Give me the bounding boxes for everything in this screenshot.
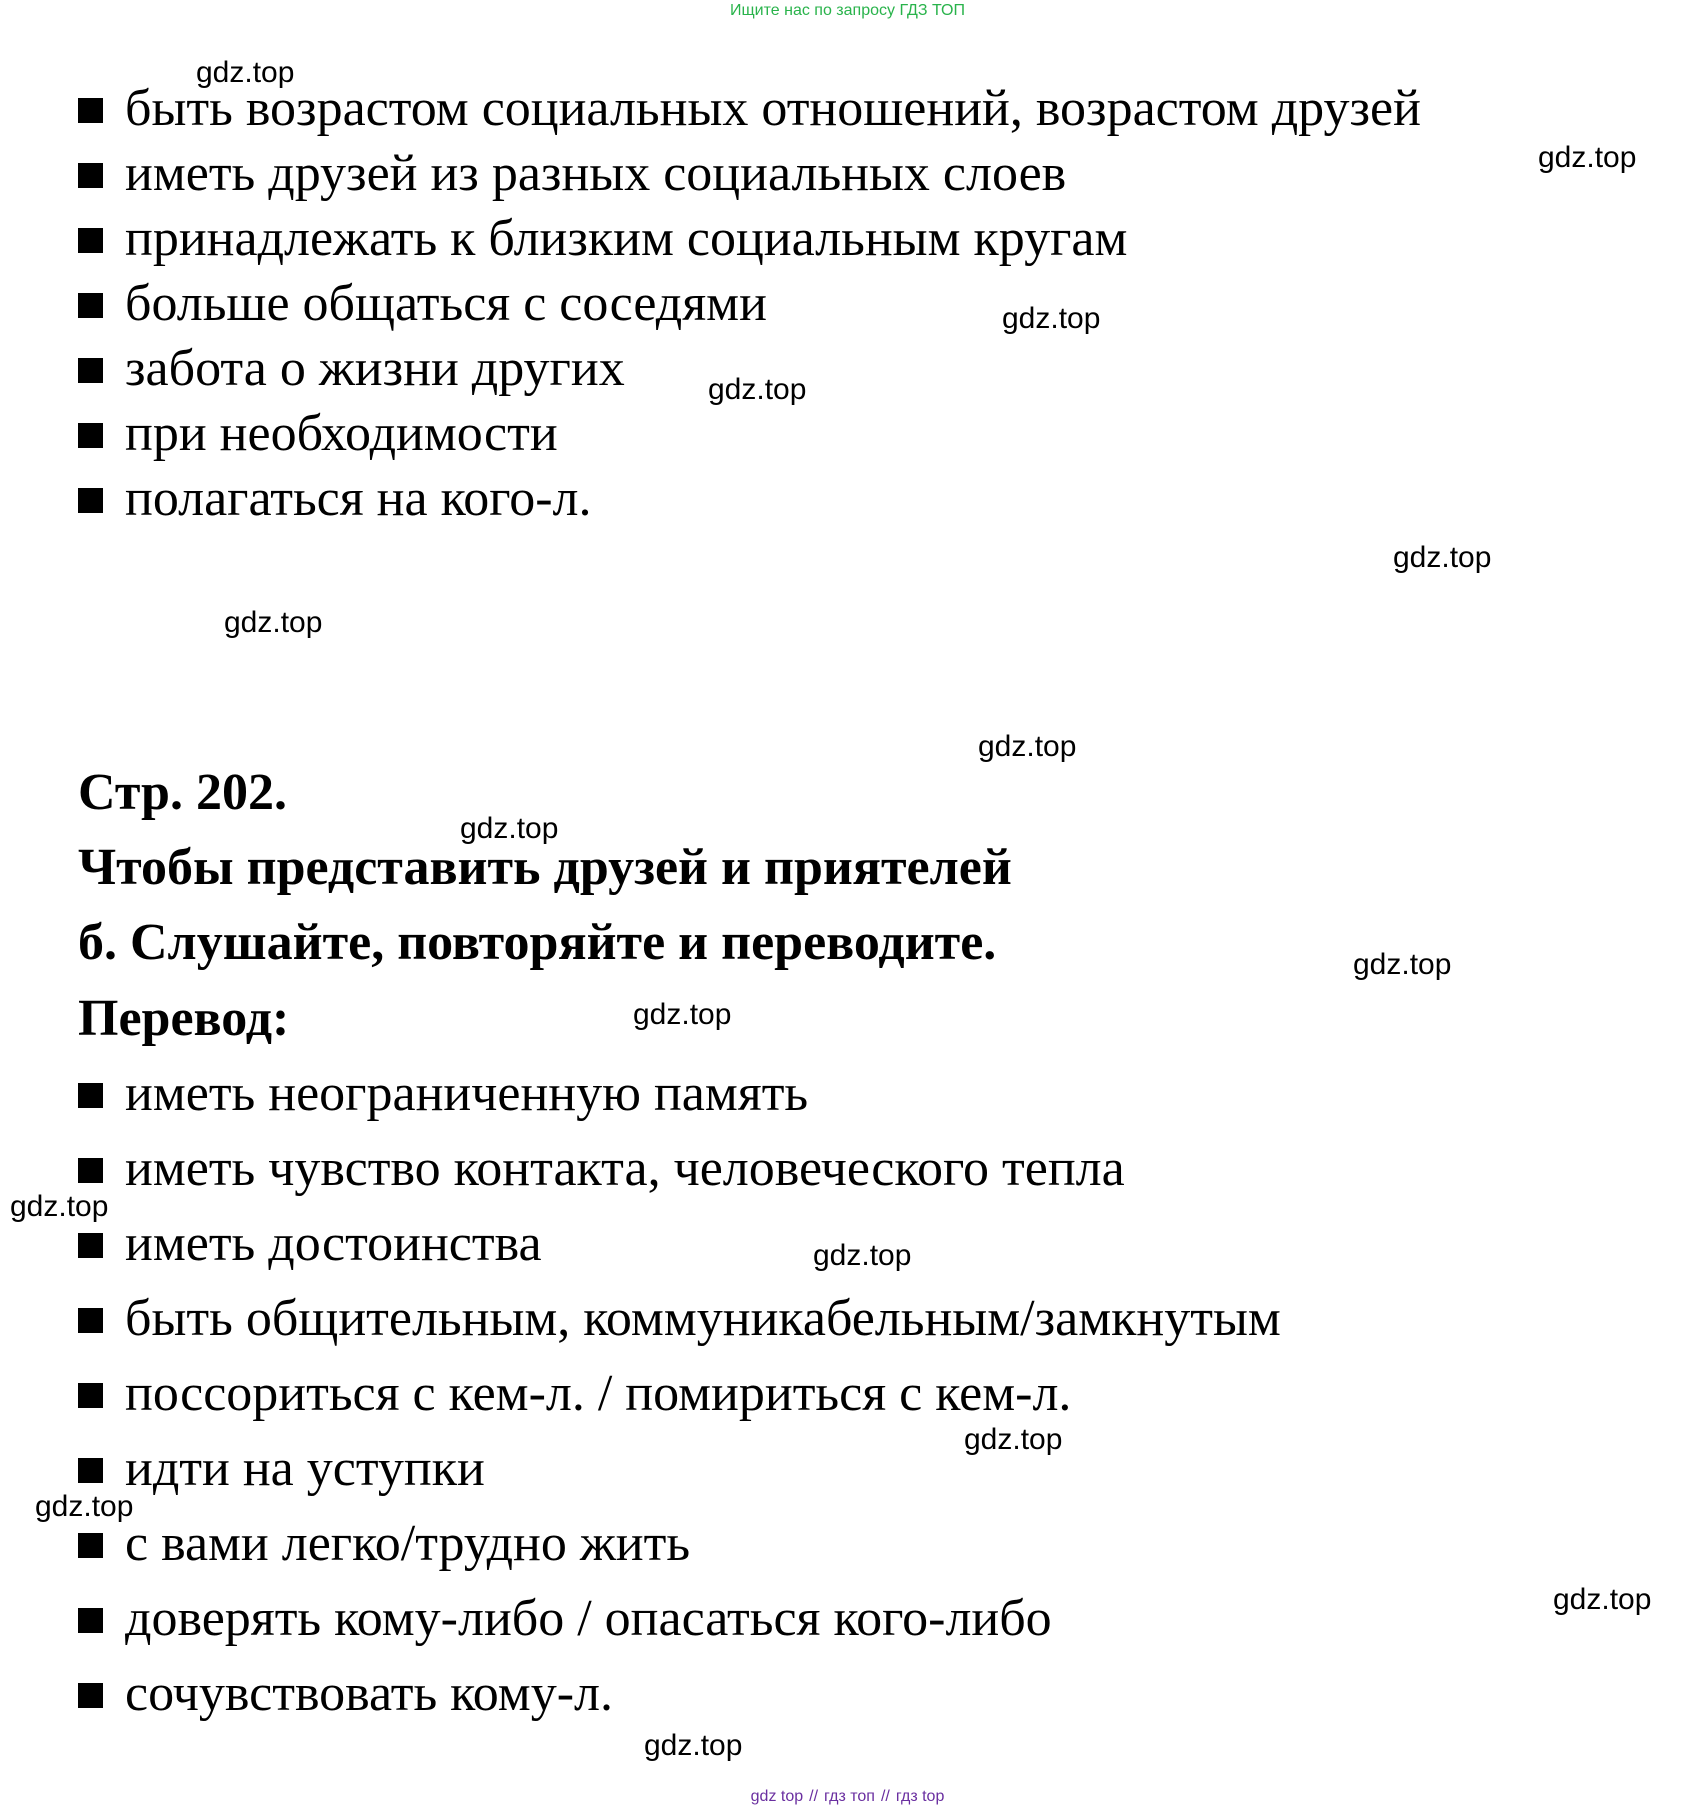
list-item: быть возрастом социальных отношений, возрастом друзей	[78, 83, 1421, 135]
bullet-icon	[78, 1458, 103, 1483]
list-item: иметь достоинства	[78, 1218, 542, 1270]
bullet-icon	[78, 1308, 103, 1333]
watermark: gdz.top	[633, 998, 732, 1031]
watermark: gdz.top	[1538, 141, 1637, 174]
watermark: gdz.top	[1553, 1583, 1652, 1616]
bullet-icon	[78, 1608, 103, 1633]
translation-label: Перевод:	[78, 990, 290, 1047]
bullet-icon	[78, 423, 103, 448]
bottom-banner-part[interactable]: gdz top	[750, 1788, 804, 1805]
watermark: gdz.top	[1353, 948, 1452, 981]
watermark: gdz.top	[1002, 302, 1101, 335]
bullet-icon	[78, 98, 103, 123]
watermark: gdz.top	[964, 1423, 1063, 1456]
list-item: поссориться с кем-л. / помириться с кем-л.	[78, 1368, 1071, 1420]
list-item: идти на уступки	[78, 1443, 485, 1495]
bottom-banner[interactable]	[0, 1788, 1695, 1806]
watermark: gdz.top	[10, 1190, 109, 1223]
bottom-banner-part[interactable]: гдз топ	[824, 1788, 875, 1805]
bullet-icon	[78, 1233, 103, 1258]
list-item: больше общаться с соседями	[78, 278, 767, 330]
bullet-icon	[78, 358, 103, 383]
list-item: полагаться на кого-л.	[78, 473, 592, 525]
watermark: gdz.top	[35, 1490, 134, 1523]
bullet-icon	[78, 488, 103, 513]
list-item: иметь неограниченную память	[78, 1068, 808, 1120]
watermark: gdz.top	[708, 373, 807, 406]
bullet-icon	[78, 293, 103, 318]
bullet-icon	[78, 228, 103, 253]
list-item: забота о жизни других	[78, 343, 625, 395]
section-title: Чтобы представить друзей и приятелей	[78, 839, 1012, 896]
watermark: gdz.top	[196, 56, 295, 89]
watermark: gdz.top	[978, 730, 1077, 763]
list-item: при необходимости	[78, 408, 558, 460]
watermark: gdz.top	[644, 1729, 743, 1762]
list-item: доверять кому-либо / опасаться кого-либо	[78, 1593, 1052, 1645]
bullet-icon	[78, 1158, 103, 1183]
bottom-banner-separator: //	[809, 1788, 819, 1805]
bullet-icon	[78, 163, 103, 188]
bullet-icon	[78, 1533, 103, 1558]
bullet-icon	[78, 1383, 103, 1408]
list-item: иметь чувство контакта, человеческого тепла	[78, 1143, 1125, 1195]
watermark: gdz.top	[1393, 541, 1492, 574]
watermark: gdz.top	[813, 1239, 912, 1272]
list-item: принадлежать к близким социальным кругам	[78, 213, 1127, 265]
bottom-banner-part[interactable]: гдз top	[895, 1788, 945, 1805]
list-item: с вами легко/трудно жить	[78, 1518, 690, 1570]
page-reference: Стр. 202.	[78, 764, 287, 821]
bullet-icon	[78, 1683, 103, 1708]
list-item: иметь друзей из разных социальных слоев	[78, 148, 1066, 200]
bottom-banner-separator: //	[880, 1788, 890, 1805]
watermark: gdz.top	[460, 812, 559, 845]
list-item: сочувствовать кому-л.	[78, 1668, 613, 1720]
list-item: быть общительным, коммуникабельным/замкнутым	[78, 1293, 1281, 1345]
bullet-icon	[78, 1083, 103, 1108]
watermark: gdz.top	[224, 606, 323, 639]
task-heading: б. Слушайте, повторяйте и переводите.	[78, 914, 997, 971]
top-banner[interactable]: Ищите нас по запросу ГДЗ ТОП	[730, 2, 965, 19]
